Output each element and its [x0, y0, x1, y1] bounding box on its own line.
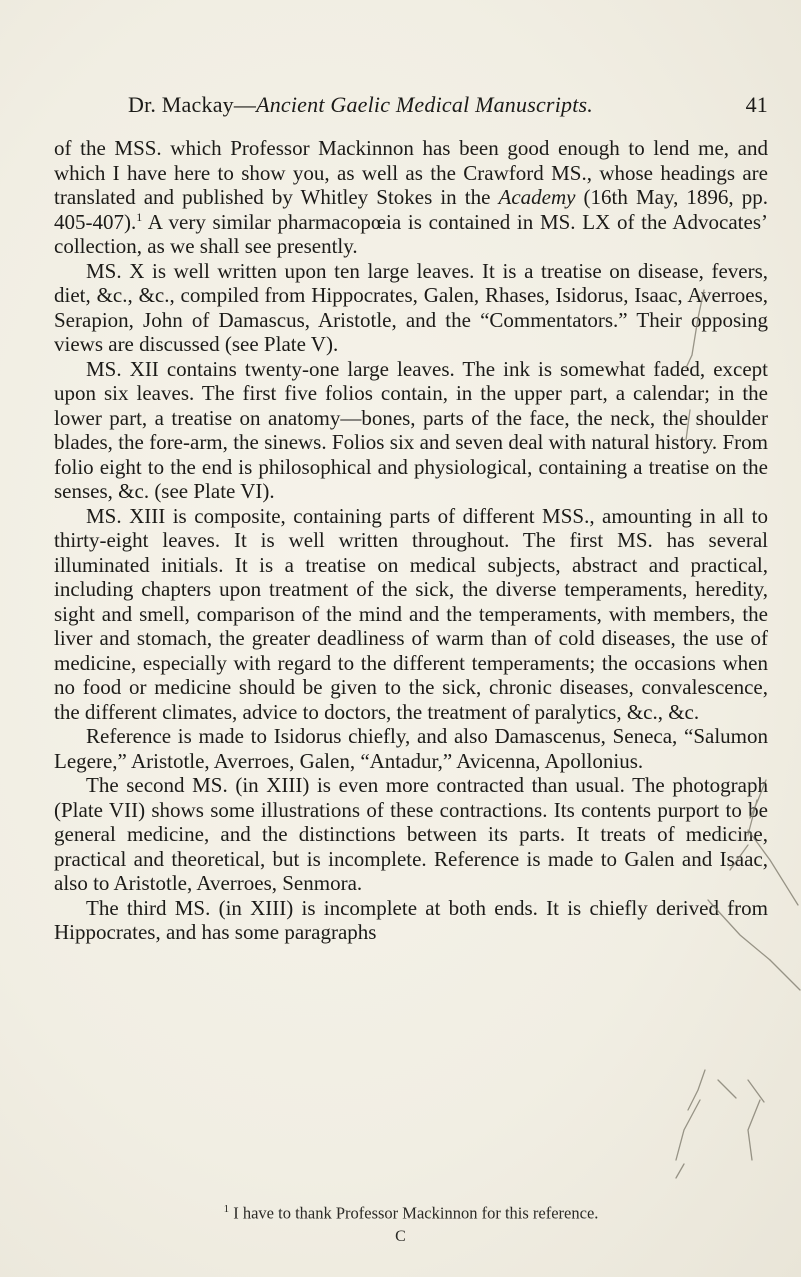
pencil-mark-13	[748, 1100, 760, 1160]
footnote	[54, 1203, 768, 1224]
paragraph-1-text: of the MSS. which Professor Mackinnon has been good enough to lend me, and which I have here to show you, as well as the Crawford MS., whose headings are translated and published by Whitley Stokes in the	[54, 136, 768, 209]
paragraph-1-tail: A very similar pharmacopœia is contained in MS. LX of the Advocates’ collection, as we shall see presently.	[54, 209, 768, 258]
pencil-mark-8	[770, 960, 800, 990]
pencil-mark-11	[718, 1080, 736, 1098]
paragraph-3: MS. XII contains twenty-one large leaves. The ink is somewhat faded, except upon six leaves. The first five folios contain, in the upper part, a calendar; in the lower part, a treatise on anatomy—bones, parts of the face, the neck, the shoulder blades, the fore-arm, the sinews. Folios six and seven deal with natural history. From folio eight to the end is philosophical and physiological, containing a treatise on the senses, &c. (see Plate VI).	[54, 356, 768, 503]
header-author: Dr. Mackay—	[128, 92, 257, 117]
pencil-mark-14	[676, 1164, 684, 1178]
paragraph-7: The third MS. (in XIII) is incomplete at both ends. It is chiefly derived from Hippocrates, and has some paragraphs	[54, 895, 768, 944]
academy-italic: Academy	[498, 185, 576, 209]
body-text	[54, 136, 768, 945]
footnote-marker: 1	[223, 1203, 230, 1215]
pencil-mark-10	[676, 1100, 700, 1160]
page-number: 41	[745, 92, 768, 117]
header-author-title	[128, 92, 593, 118]
header-title: Ancient Gaelic Medical Manuscripts.	[256, 92, 593, 117]
pencil-mark-12	[748, 1080, 764, 1102]
paragraph-1	[54, 136, 768, 259]
paragraph-5: Reference is made to Isidorus chiefly, and also Damascenus, Seneca, “Salumon Legere,” Aristotle, Averroes, Galen, “Antadur,” Avicenna, Apollonius.	[54, 724, 768, 773]
footnote-reference[interactable]: 1	[136, 209, 143, 224]
footnote-text: I have to thank Professor Mackinnon for this reference.	[233, 1203, 599, 1223]
signature-mark: C	[395, 1228, 406, 1245]
running-header	[128, 92, 768, 122]
paragraph-1-citation: (16th May, 1896, pp. 405-407).	[54, 185, 768, 234]
pencil-mark-9	[688, 1070, 705, 1110]
paragraph-4: MS. XIII is composite, containing parts of different MSS., amounting in all to thirty-eight leaves. It is well written throughout. The first MS. has several illuminated initials. It is a treatise on medical subjects, abstract and practical, including chapters upon treatment of the sick, the diverse temperaments, heredity, sight and smell, comparison of the mind and the temperaments, with members, the liver and stomach, the greater deadliness of warm than of cold diseases, the use of medicine, especially with regard to the different temperaments; the occasions when no food or medicine should be given to the sick, chronic diseases, convalescence, the different climates, advice to doctors, the treatment of paralytics, &c., &c.	[54, 503, 768, 724]
paragraph-2: MS. X is well written upon ten large leaves. It is a treatise on disease, fevers, diet, &c., &c., compiled from Hippocrates, Galen, Rhases, Isidorus, Isaac, Averroes, Serapion, John of Damascus, Aristotle, and the “Commentators.” Their opposing views are discussed (see Plate V).	[54, 258, 768, 356]
paragraph-6: The second MS. (in XIII) is even more contracted than usual. The photograph (Plate VII) shows some illustrations of these contractions. Its contents purport to be general medicine, and the distinctions between its parts. It treats of medicine, practical and theoretical, but is incomplete. Reference is made to Galen and Isaac, also to Aristotle, Averroes, Senmora.	[54, 773, 768, 895]
